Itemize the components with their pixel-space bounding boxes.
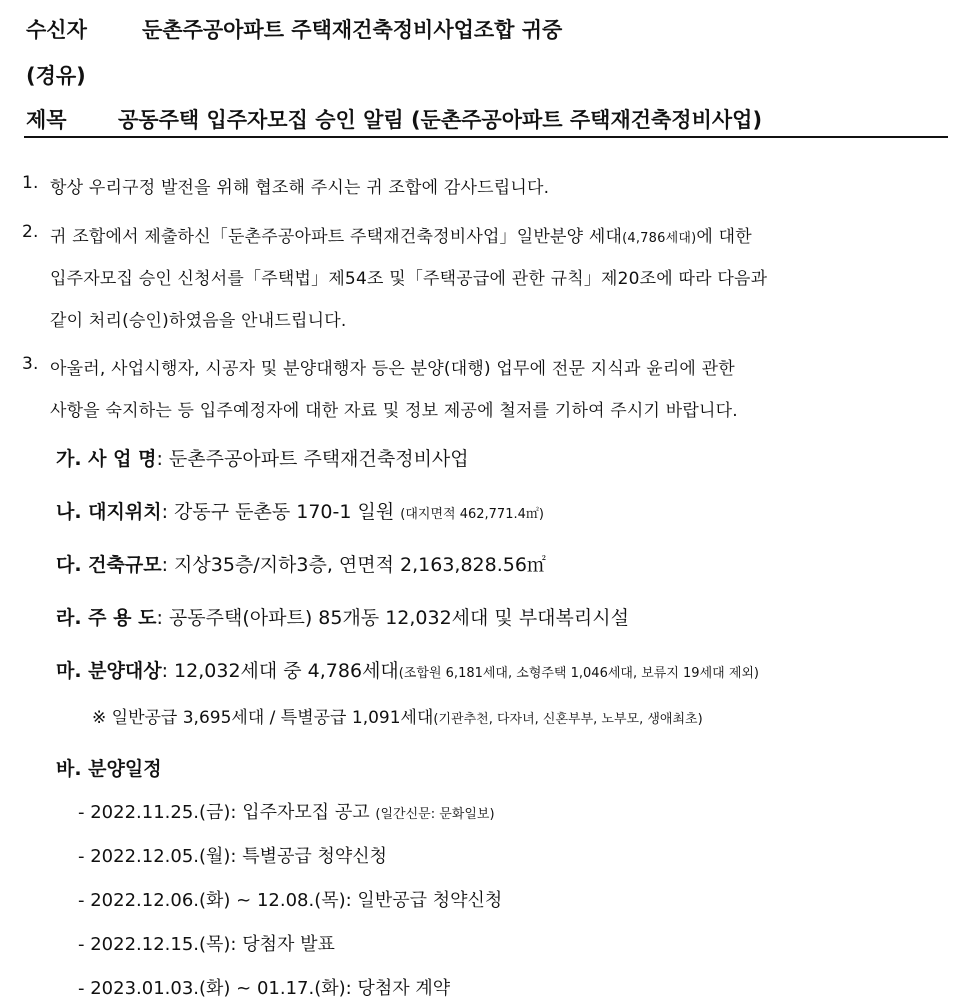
subject-label: 제목 — [26, 108, 67, 132]
schedule-entry: - 2023.01.03.(화) ~ 01.17.(화): 당첨자 계약 — [78, 978, 451, 999]
schedule-entry: - 2022.12.06.(화) ~ 12.08.(목): 일반공급 청약신청 — [78, 890, 503, 911]
item-key: 나. 대지위치 — [56, 501, 162, 523]
item-value: : 둔촌주공아파트 주택재건축정비사업 — [156, 448, 469, 470]
schedule-row — [78, 930, 335, 956]
item-key: 가. 사 업 명 — [56, 448, 157, 470]
paragraph-line: 귀 조합에서 제출하신「둔촌주공아파트 주택재건축정비사업」일반분양 세대(4,786세대)에 대한 — [50, 227, 752, 247]
item-value: : 강동구 둔촌동 170-1 일원 — [161, 501, 395, 523]
paragraph-number: 1. — [22, 173, 39, 193]
schedule-row — [78, 842, 387, 868]
item-project-name — [56, 444, 469, 471]
via-row — [26, 60, 86, 90]
paragraph-line: 입주자모집 승인 신청서를「주택법」제54조 및「주택공급에 관한 규칙」제20조에 따라 다음과 — [50, 269, 768, 289]
paragraph-line: 같이 처리(승인)하였음을 안내드립니다. — [50, 311, 347, 331]
item-key: 바. 분양일정 — [56, 758, 162, 780]
item-note: (대지면적 462,771.4㎡) — [400, 507, 544, 522]
schedule-entry: - 2022.12.15.(목): 당첨자 발표 — [78, 934, 335, 955]
paragraph-line: 아울러, 사업시행자, 시공자 및 분양대행자 등은 분양(대행) 업무에 전문 지식과 윤리에 관한 — [50, 359, 735, 379]
header-divider — [24, 136, 948, 138]
subject-row — [26, 104, 763, 134]
paragraph-line: 항상 우리구정 발전을 위해 협조해 주시는 귀 조합에 감사드립니다. — [50, 178, 550, 198]
supply-note-text: ※ 일반공급 3,695세대 / 특별공급 1,091세대 — [92, 708, 434, 728]
item-key: 다. 건축규모 — [56, 554, 162, 576]
recipient-value: 둔촌주공아파트 주택재건축정비사업조합 귀중 — [142, 18, 563, 42]
paragraph-number: 3. — [22, 354, 39, 374]
schedule-row — [78, 798, 495, 824]
schedule-entry: - 2022.11.25.(금): 입주자모집 공고 — [78, 802, 370, 823]
item-value: : 공동주택(아파트) 85개동 12,032세대 및 부대복리시설 — [156, 607, 629, 629]
schedule-entry: - 2022.12.05.(월): 특별공급 청약신청 — [78, 846, 388, 867]
item-sale-target — [56, 656, 759, 683]
schedule-note: (일간신문: 문화일보) — [375, 807, 495, 822]
paragraph-number: 2. — [22, 222, 39, 242]
paragraph-line: 사항을 숙지하는 등 입주예정자에 대한 자료 및 정보 제공에 철저를 기하여 주시기 바랍니다. — [50, 401, 738, 421]
schedule-row — [78, 886, 502, 912]
schedule-row — [78, 974, 450, 1000]
item-value: : 지상35층/지하3층, 연면적 2,163,828.56㎡ — [161, 554, 546, 576]
item-main-use — [56, 603, 629, 630]
recipient-row — [26, 14, 563, 44]
supply-note — [92, 703, 703, 728]
item-note: (조합원 6,181세대, 소형주택 1,046세대, 보류지 19세대 제외) — [398, 666, 760, 681]
item-sale-schedule — [56, 754, 162, 781]
item-key: 마. 분양대상 — [56, 660, 162, 682]
item-building-scale — [56, 550, 546, 577]
recipient-label: 수신자 — [26, 18, 87, 42]
subject-value: 공동주택 입주자모집 승인 알림 (둔촌주공아파트 주택재건축정비사업) — [118, 108, 763, 132]
via-label: (경유) — [26, 64, 86, 88]
item-value: : 12,032세대 중 4,786세대 — [161, 660, 399, 682]
supply-note-detail: (기관추천, 다자녀, 신혼부부, 노부모, 생애최초) — [433, 712, 703, 727]
item-site-location — [56, 497, 544, 524]
item-key: 라. 주 용 도 — [56, 607, 157, 629]
